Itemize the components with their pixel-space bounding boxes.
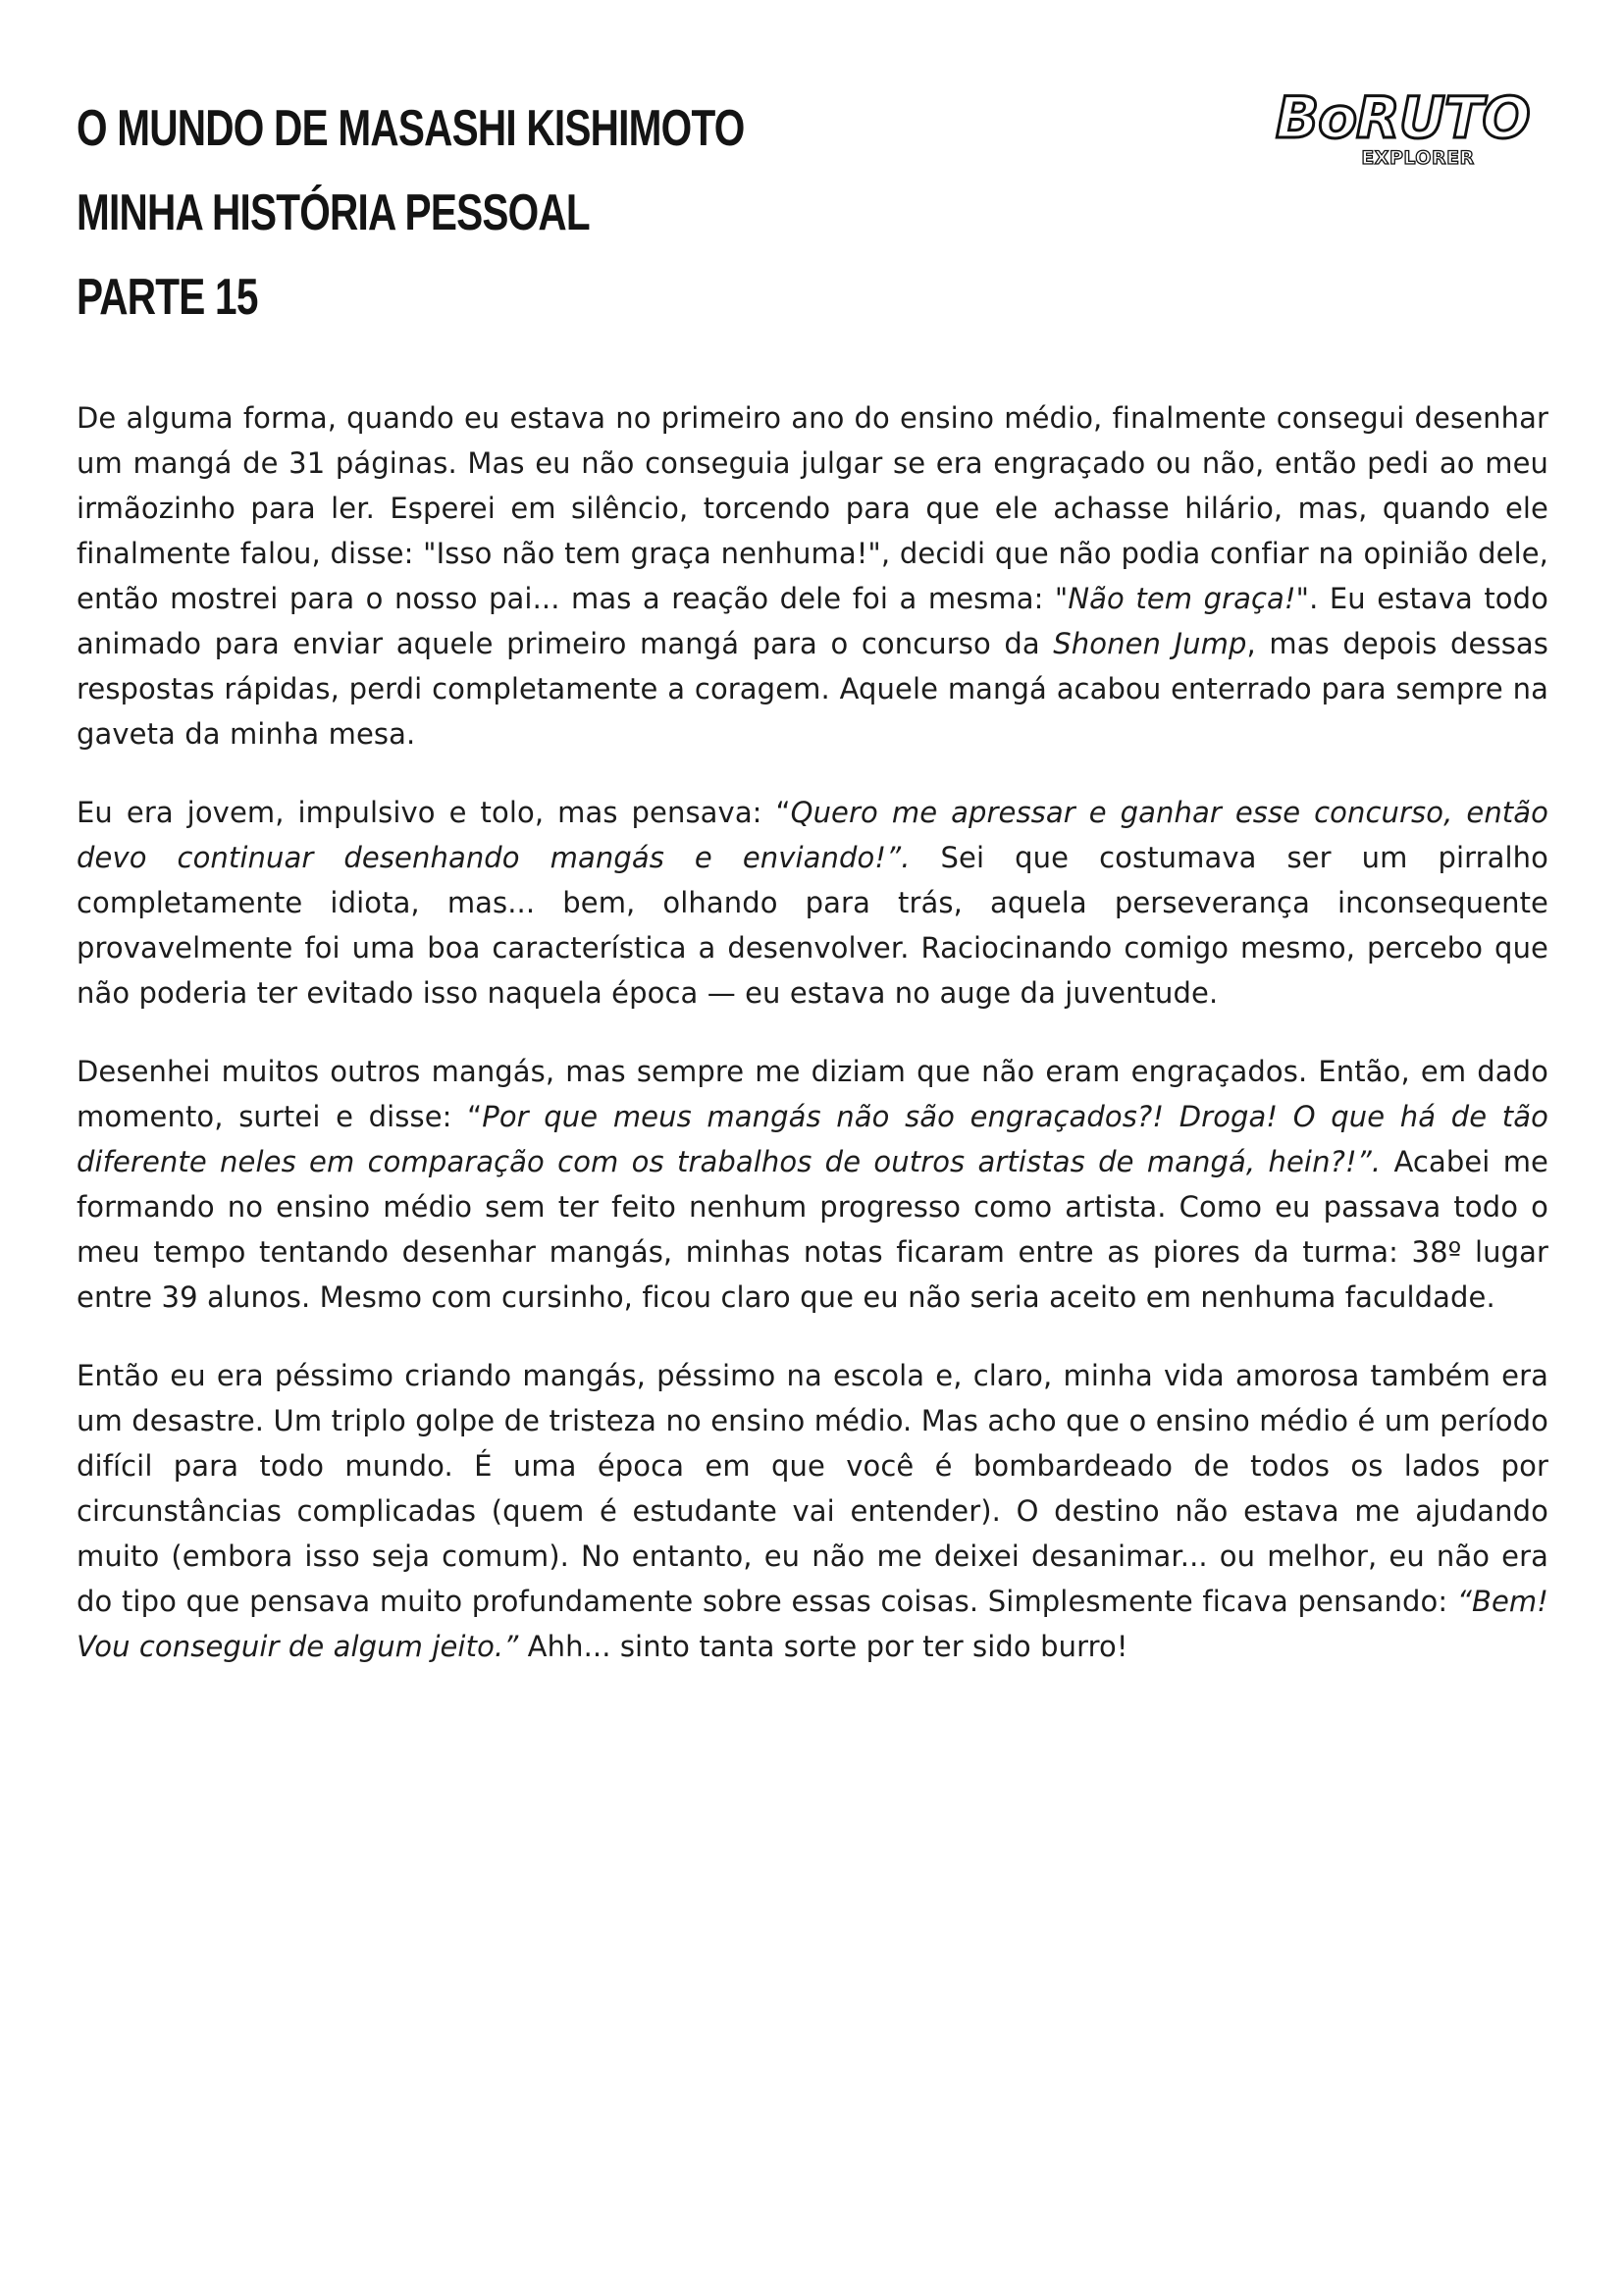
- paragraph-3: [77, 1049, 1548, 1320]
- logo-main-text: BoRUTO: [1276, 84, 1530, 151]
- paragraph-4-text-c: Ahh... sinto tanta sorte por ter sido burro!: [518, 1630, 1128, 1663]
- title-block: [77, 86, 1156, 339]
- paragraph-3-quote: Por que meus mangás não são engraçados?! Droga! O que há de tão diferente neles em comparação com os trabalhos de outros artistas de mangá, hein?!”.: [77, 1100, 1548, 1178]
- paragraph-3-text-a: Desenhei muitos outros mangás, mas sempre me diziam que não eram engraçados. Então, em dado momento, surtei e disse: “: [77, 1055, 1548, 1133]
- paragraph-3-text-c: Acabei me formando no ensino médio sem ter feito nenhum progresso como artista. Como eu passava todo o meu tempo tentando desenhar mangás, minhas notas ficaram entre as piores da turma: 38º lugar entre 39 alunos. Mesmo com cursinho, ficou claro que eu não seria aceito em nenhuma faculdade.: [77, 1145, 1548, 1314]
- paragraph-1-text-e: , mas depois dessas respostas rápidas, perdi completamente a coragem. Aquele mangá acabou enterrado para sempre na gaveta da minha mesa.: [77, 627, 1549, 751]
- logo-sub-text: EXPLORER: [1361, 147, 1475, 169]
- paragraph-4-quote: “Bem! Vou conseguir de algum jeito.”: [77, 1585, 1548, 1663]
- paragraph-2-text-c: Sei que costumava ser um pirralho completamente idiota, mas... bem, olhando para trás, aquela perseverança inconsequente provavelmente foi uma boa característica a desenvolver. Raciocinando comigo mesmo, percebo que não poderia ter evitado isso naquela época — eu estava no auge da juventude.: [77, 841, 1548, 1010]
- paragraph-4-text-a: Então eu era péssimo criando mangás, péssimo na escola e, claro, minha vida amorosa também era um desastre. Um triplo golpe de tristeza no ensino médio. Mas acho que o ensino médio é um período difícil para todo mundo. É uma época em que você é bombardeado de todos os lados por circunstâncias complicadas (quem é estudante vai entender). O destino não estava me ajudando muito (embora isso seja comum). No entanto, eu não me deixei desanimar... ou melhor, eu não era do tipo que pensava muito profundamente sobre essas coisas. Simplesmente ficava pensando:: [77, 1359, 1548, 1618]
- paragraph-2: [77, 790, 1548, 1016]
- paragraph-1-magazine: Shonen Jump: [1053, 627, 1247, 660]
- title-line-2: MINHA HISTÓRIA PESSOAL: [77, 184, 590, 241]
- paragraph-1: [77, 395, 1548, 756]
- paragraph-1-text-a: De alguma forma, quando eu estava no primeiro ano do ensino médio, finalmente consegui desenhar um mangá de 31 páginas. Mas eu não conseguia julgar se era engraçado ou não, então pedi ao meu irmãozinho para ler. Esperei em silêncio, torcendo para que ele achasse hilário, mas, quando ele finalmente falou, disse: "Isso não tem graça nenhuma!", decidi que não podia confiar na opinião dele, então mostrei para o nosso pai... mas a reação dele foi a mesma:: [77, 401, 1548, 615]
- paragraph-2-quote: Quero me apressar e ganhar esse concurso, então devo continuar desenhando mangás e enviando!”.: [77, 796, 1548, 874]
- title-line-3: PARTE 15: [77, 269, 258, 326]
- boruto-explorer-logo: [1276, 84, 1530, 180]
- paragraph-4: [77, 1353, 1548, 1669]
- paragraph-2-text-a: Eu era jovem, impulsivo e tolo, mas pensava: “: [77, 796, 791, 829]
- paragraph-1-quote: "Não tem graça!": [1054, 582, 1310, 615]
- paragraph-1-text-c: . Eu estava todo animado para enviar aquele primeiro mangá para o concurso da: [77, 582, 1548, 660]
- article-body: [77, 395, 1548, 1702]
- title-line-1: O MUNDO DE MASASHI KISHIMOTO: [77, 100, 745, 157]
